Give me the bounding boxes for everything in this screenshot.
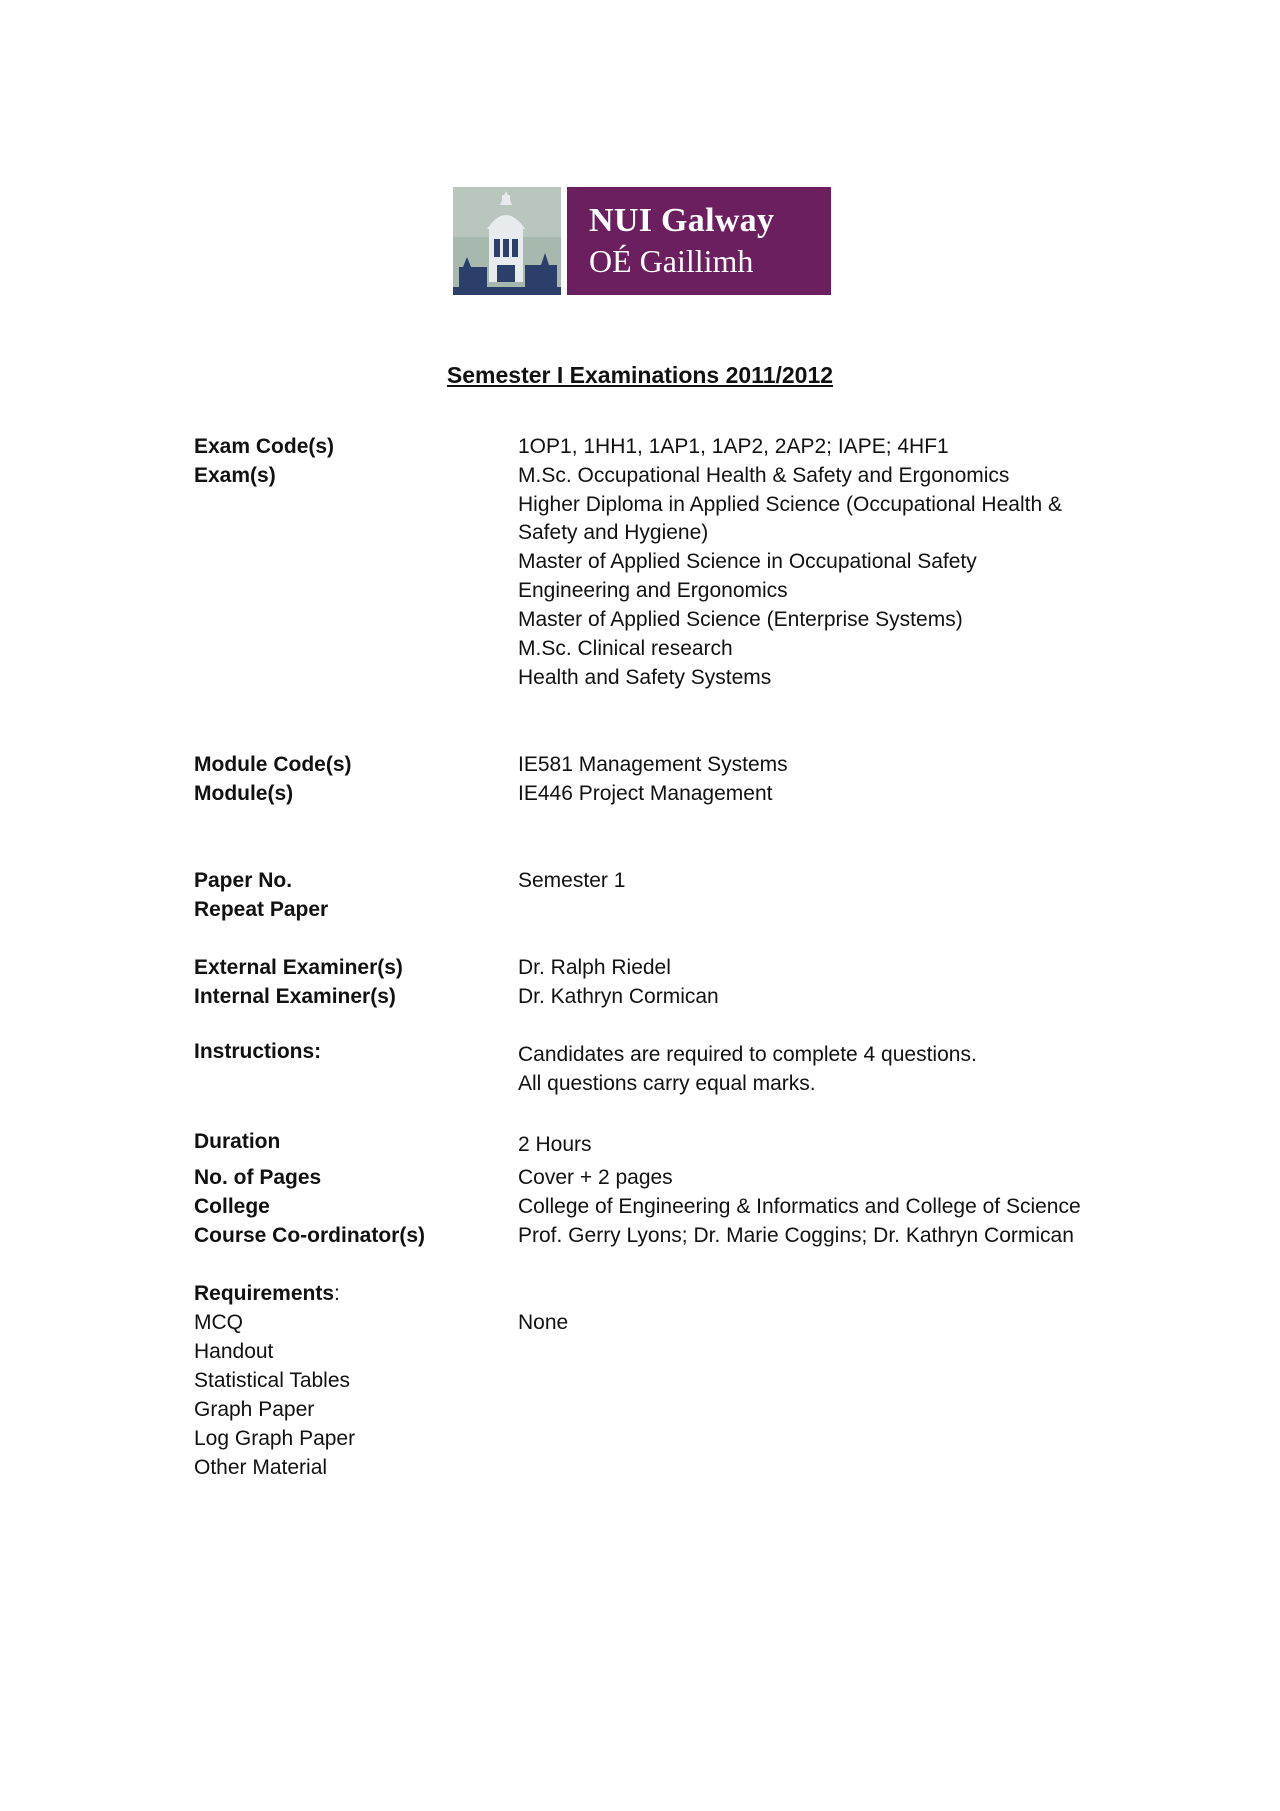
module-codes-value: IE581 Management Systems bbox=[518, 753, 788, 776]
exams-line: Safety and Hygiene) bbox=[518, 521, 709, 544]
requirement-item: Statistical Tables bbox=[194, 1369, 351, 1392]
requirement-item: MCQ bbox=[194, 1311, 243, 1334]
exam-codes-value: 1OP1, 1HH1, 1AP1, 1AP2, 2AP2; IAPE; 4HF1 bbox=[518, 435, 949, 458]
paper-no-value: Semester 1 bbox=[518, 869, 626, 892]
mcq-value: None bbox=[518, 1311, 569, 1334]
exams-line: Master of Applied Science (Enterprise Systems) bbox=[518, 608, 963, 631]
requirement-item: Log Graph Paper bbox=[194, 1427, 356, 1450]
college-label: College bbox=[194, 1195, 270, 1218]
exams-line: Higher Diploma in Applied Science (Occupational Health & bbox=[518, 493, 1062, 516]
module-codes-label: Module Code(s) bbox=[194, 753, 352, 776]
requirement-item: Handout bbox=[194, 1340, 274, 1363]
exams-label: Exam(s) bbox=[194, 464, 276, 487]
exam-codes-label: Exam Code(s) bbox=[194, 435, 335, 458]
duration-label: Duration bbox=[194, 1130, 281, 1153]
exams-line: M.Sc. Occupational Health & Safety and Ergonomics bbox=[518, 464, 1010, 487]
instructions-line: All questions carry equal marks. bbox=[518, 1072, 816, 1095]
repeat-paper-label: Repeat Paper bbox=[194, 898, 329, 921]
logo-wordmark bbox=[567, 187, 831, 295]
requirements-colon: : bbox=[334, 1282, 340, 1305]
coordinator-label: Course Co-ordinator(s) bbox=[194, 1224, 425, 1247]
pages-value: Cover + 2 pages bbox=[518, 1166, 673, 1189]
duration-value: 2 Hours bbox=[518, 1133, 592, 1156]
logo-name-irish: OÉ Gaillimh bbox=[589, 243, 754, 279]
requirement-item: Other Material bbox=[194, 1456, 328, 1479]
university-tower-icon bbox=[453, 187, 561, 295]
modules-label: Module(s) bbox=[194, 782, 294, 805]
college-value: College of Engineering & Informatics and College of Science bbox=[518, 1195, 1081, 1218]
instructions-label: Instructions: bbox=[194, 1040, 322, 1063]
page-title: Semester I Examinations 2011/2012 bbox=[446, 362, 834, 388]
requirements-label bbox=[194, 1279, 340, 1308]
external-examiner-value: Dr. Ralph Riedel bbox=[518, 956, 671, 979]
external-examiner-label: External Examiner(s) bbox=[194, 956, 403, 979]
exams-line: Master of Applied Science in Occupational Safety bbox=[518, 550, 977, 573]
internal-examiner-value: Dr. Kathryn Cormican bbox=[518, 985, 719, 1008]
requirements-label-text: Requirements bbox=[194, 1282, 335, 1305]
internal-examiner-label: Internal Examiner(s) bbox=[194, 985, 396, 1008]
instructions-line: Candidates are required to complete 4 questions. bbox=[518, 1043, 977, 1066]
exams-line: Engineering and Ergonomics bbox=[518, 579, 788, 602]
exams-line: Health and Safety Systems bbox=[518, 666, 772, 689]
coordinator-value: Prof. Gerry Lyons; Dr. Marie Coggins; Dr. Kathryn Cormican bbox=[518, 1224, 1074, 1247]
paper-no-label: Paper No. bbox=[194, 869, 293, 892]
logo-name-english: NUI Galway bbox=[589, 202, 775, 239]
requirement-item: Graph Paper bbox=[194, 1398, 315, 1421]
exams-line: M.Sc. Clinical research bbox=[518, 637, 733, 660]
pages-label: No. of Pages bbox=[194, 1166, 322, 1189]
university-logo bbox=[453, 187, 831, 295]
modules-value: IE446 Project Management bbox=[518, 782, 773, 805]
